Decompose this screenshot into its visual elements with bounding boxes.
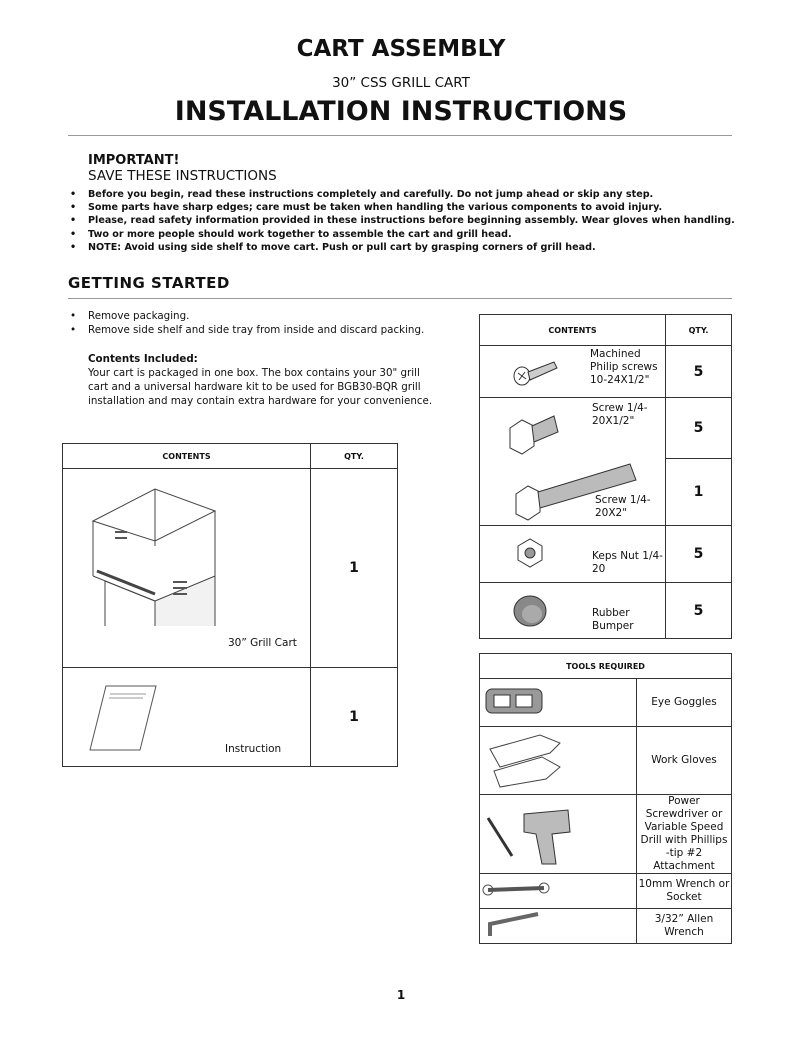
- divider: [68, 135, 732, 136]
- item-qty: 5: [666, 346, 732, 398]
- grill-cart-image: [85, 481, 225, 626]
- safety-item: • Two or more people should work together to assemble the cart and grill head.: [70, 228, 735, 241]
- item-qty: 5: [666, 398, 732, 459]
- col-header: QTY.: [666, 315, 732, 346]
- phillips-screw-icon: [512, 356, 562, 386]
- hardware-table: [479, 314, 732, 639]
- wrench-icon: [480, 878, 636, 902]
- tool-image-cell: [480, 679, 637, 727]
- item-qty: 1: [311, 668, 398, 767]
- page-number: 1: [396, 988, 406, 1002]
- tools-table: [479, 653, 732, 944]
- step-item: • Remove side shelf and side tray from inside and discard packing.: [70, 324, 424, 338]
- tool-label: Power Screwdriver or Variable Speed Drill with Phillips -tip #2 Attachment: [637, 795, 732, 874]
- item-qty: 1: [311, 469, 398, 668]
- rubber-bumper-icon: [512, 593, 552, 629]
- tool-image-cell: [480, 874, 637, 909]
- tool-image-cell: [480, 795, 637, 874]
- safety-list: [70, 188, 735, 254]
- item-label: Keps Nut 1/4-20: [592, 550, 663, 575]
- contents-included-text: Your cart is packaged in one box. The box contains your 30" grill cart and a universal hardware kit to be used for BGB30-BQR grill installation and may contain extra hardware for your convenience.: [88, 367, 433, 407]
- tool-label: 3/32” Allen Wrench: [637, 909, 732, 944]
- item-label: Screw 1/4-20X1/2": [592, 402, 648, 427]
- col-header: CONTENTS: [63, 444, 311, 469]
- table-row: [480, 526, 666, 583]
- item-label: Screw 1/4-20X2": [595, 494, 651, 519]
- contents-included-title: Contents Included:: [88, 353, 198, 365]
- divider: [68, 298, 732, 299]
- important-heading: IMPORTANT!: [88, 153, 180, 168]
- cart-contents-table: [62, 443, 398, 767]
- col-header: CONTENTS: [480, 315, 666, 346]
- tools-header: TOOLS REQUIRED: [480, 654, 732, 679]
- safety-item: • Before you begin, read these instructions completely and carefully. Do not jump ahead or skip any step.: [70, 188, 735, 201]
- safety-item: • Please, read safety information provided in these instructions before beginning assembly. Wear gloves when handling.: [70, 214, 735, 227]
- tool-label: Eye Goggles: [637, 679, 732, 727]
- goggles-icon: [480, 681, 636, 721]
- instruction-manual-image: [88, 684, 158, 754]
- table-row: [480, 346, 666, 398]
- safety-item: • NOTE: Avoid using side shelf to move cart. Push or pull cart by grasping corners of grill head.: [70, 241, 735, 254]
- table-row: [480, 583, 666, 639]
- table-row: [480, 398, 666, 526]
- tool-image-cell: [480, 909, 637, 944]
- item-qty: 5: [666, 526, 732, 583]
- tool-label: Work Gloves: [637, 727, 732, 795]
- section-heading: GETTING STARTED: [68, 274, 230, 292]
- save-instructions-heading: SAVE THESE INSTRUCTIONS: [88, 168, 277, 184]
- table-row: [63, 469, 311, 668]
- getting-started-list: [70, 310, 424, 337]
- subtitle: 30” CSS GRILL CART: [332, 75, 470, 91]
- work-gloves-icon: [480, 729, 636, 789]
- allen-wrench-icon: [480, 910, 636, 940]
- step-item: • Remove packaging.: [70, 310, 424, 324]
- tool-label: 10mm Wrench or Socket: [637, 874, 732, 909]
- table-row: [63, 668, 311, 767]
- main-title: INSTALLATION INSTRUCTIONS: [174, 96, 628, 127]
- item-label: Instruction: [225, 743, 282, 755]
- power-drill-icon: [480, 798, 636, 868]
- safety-item: • Some parts have sharp edges; care must be taken when handling the various components to avoid injury.: [70, 201, 735, 214]
- title: CART ASSEMBLY: [296, 36, 506, 62]
- item-label: Machined Philip screws 10-24X1/2": [590, 348, 658, 386]
- item-label: 30” Grill Cart: [228, 637, 297, 649]
- tool-image-cell: [480, 727, 637, 795]
- keps-nut-icon: [512, 536, 548, 572]
- item-label: Rubber Bumper: [592, 607, 634, 632]
- item-qty: 1: [666, 459, 732, 526]
- col-header: QTY.: [311, 444, 398, 469]
- item-qty: 5: [666, 583, 732, 639]
